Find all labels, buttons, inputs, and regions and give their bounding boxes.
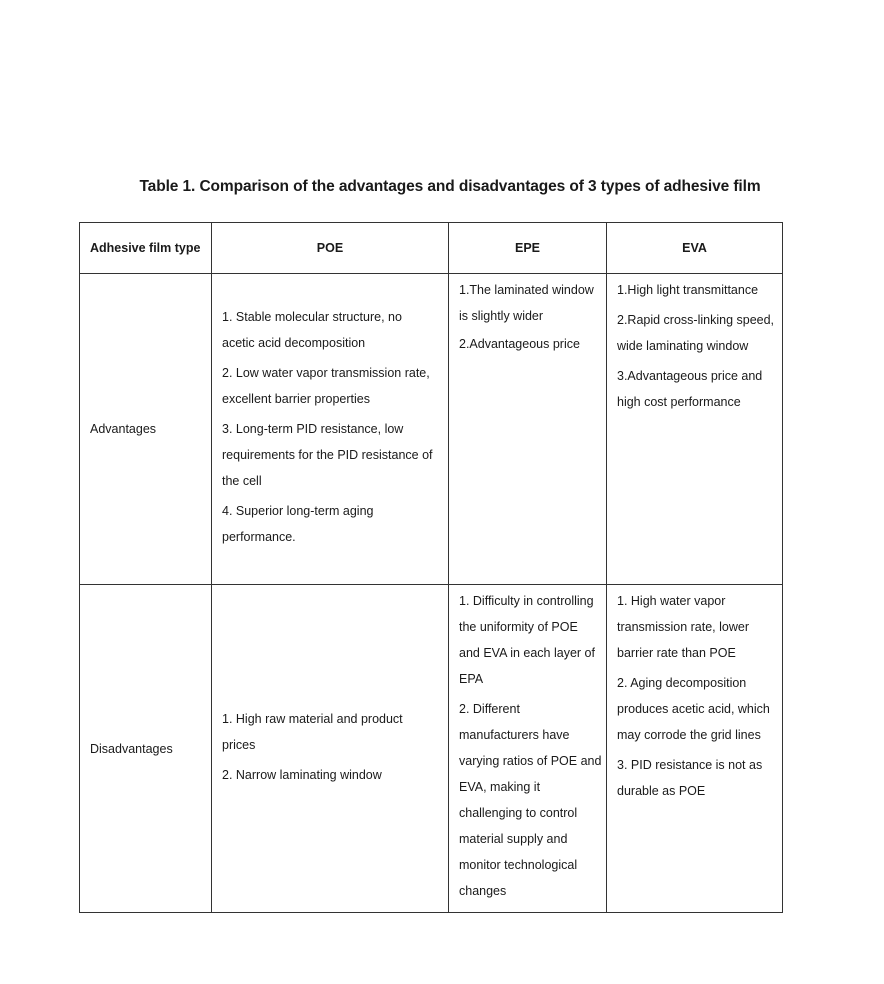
header-adhesive-film-type: Adhesive film type	[80, 223, 212, 274]
list-item: 2. Low water vapor transmission rate, excellent barrier properties	[222, 366, 430, 406]
header-poe: POE	[212, 223, 449, 274]
list-item: 2.Advantageous price	[459, 337, 580, 351]
list-item: 2. Narrow laminating window	[222, 767, 382, 782]
cell-eva-disadvantages	[607, 585, 783, 913]
table-title: Table 1. Comparison of the advantages and disadvantages of 3 types of adhesive film	[139, 178, 761, 195]
table-row-advantages	[80, 274, 783, 585]
header-eva: EVA	[607, 223, 783, 274]
list-item: 3.Advantageous price and high cost performance	[617, 369, 763, 409]
comparison-table	[79, 222, 783, 913]
list-item: 2. Aging decomposition produces acetic acid, which may corrode the grid lines	[617, 676, 770, 742]
header-epe: EPE	[449, 223, 607, 274]
list-item: 4. Superior long-term aging performance.	[222, 504, 374, 544]
list-item: 1. Stable molecular structure, no acetic acid decomposition	[222, 310, 402, 350]
list-item: 2. Different manufacturers have varying ratios of POE and EVA, making it challenging to control material supply and monitor technological changes	[459, 702, 602, 898]
cell-poe-advantages	[212, 274, 449, 585]
list-item: 1. High raw material and product prices	[222, 711, 403, 752]
table-header-row	[80, 223, 783, 274]
table-row-disadvantages	[80, 585, 783, 913]
cell-epe-disadvantages	[449, 585, 607, 913]
list-item: 1.High light transmittance	[617, 283, 759, 297]
cell-poe-disadvantages	[212, 585, 449, 913]
cell-epe-advantages	[449, 274, 607, 585]
cell-eva-advantages	[607, 274, 783, 585]
list-item: 3. PID resistance is not as durable as POE	[617, 758, 763, 798]
list-item: 2.Rapid cross-linking speed, wide laminating window	[617, 313, 775, 353]
row-label-disadvantages: Disadvantages	[80, 585, 212, 913]
list-item: 1. High water vapor transmission rate, lower barrier rate than POE	[617, 594, 749, 660]
list-item: 1. Difficulty in controlling the uniformity of POE and EVA in each layer of EPA	[459, 594, 595, 686]
row-label-advantages: Advantages	[80, 274, 212, 585]
list-item: 3. Long-term PID resistance, low requirements for the PID resistance of the cell	[222, 422, 433, 488]
list-item: 1.The laminated window is slightly wider	[459, 283, 594, 323]
